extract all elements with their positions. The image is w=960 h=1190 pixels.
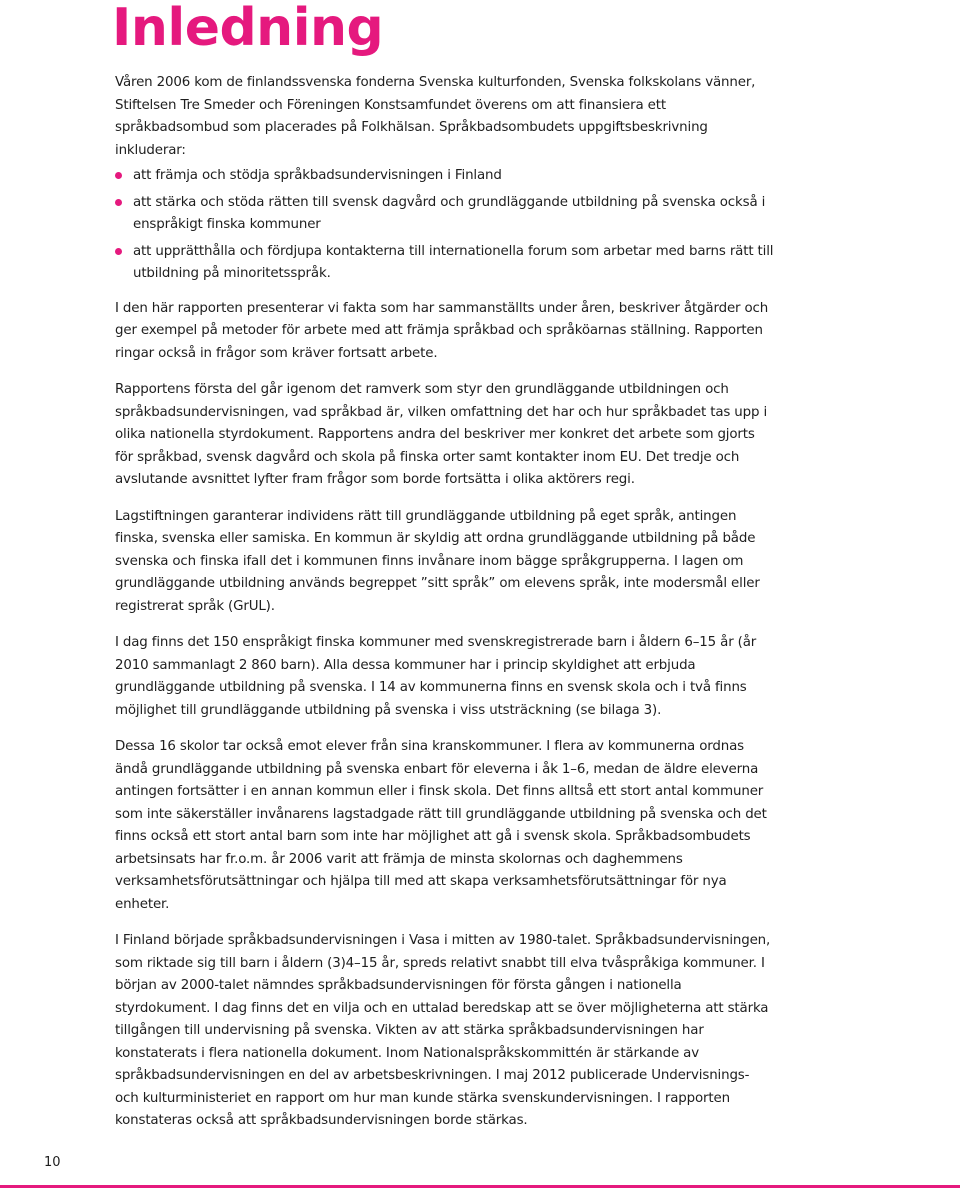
page-title: Inledning: [112, 0, 384, 58]
bullet-item: [115, 241, 775, 286]
paragraph: I Finland började språkbadsundervisningen i Vasa i mitten av 1980-talet. Språkbadsundervisningen, som riktade sig till barn i åldern (3)4–15 år, spreds relativt snabbt till elva tvåspråkiga kommuner. I början av 2000-talet nämndes språkbadsundervisningen för första gången i nationella styrdokument. I dag finns det en vilja och en uttalad beredskap att se över möjligheterna att stärka tillgången till undervisning på svenska. Vikten av att stärka språkbadsundervisningen har konstaterats i flera nationella dokument. Inom Nationalspråkskommittén är stärkande av språkbadsundervisningen en del av arbetsbeskrivningen. I maj 2012 publicerade Undervisnings- och kulturministeriet en rapport om hur man kunde stärka svenskundervisningen. I rapporten konstateras också att språkbadsundervisningen borde stärkas.: [115, 933, 771, 1128]
bullet-list: [115, 165, 775, 286]
bullet-text: att upprätthålla och fördjupa kontakterna till internationella forum som arbetar med barns rätt till utbildning på minoritetsspråk.: [133, 243, 774, 281]
footer-rule: [0, 1185, 960, 1188]
paragraph: Rapportens första del går igenom det ramverk som styr den grundläggande utbildningen och språkbadsundervisningen, vad språkbad är, vilken omfattning det har och hur språkbadet tas upp i olika nationella styrdokument. Rapportens andra del beskriver mer konkret det arbete som gjorts för språkbad, svensk dagvård och skola på finska orter samt kontakter inom EU. Det tredje och avslutande avsnittet lyfter fram frågor som borde fortsätta i olika aktörers regi.: [115, 382, 768, 487]
paragraph: Dessa 16 skolor tar också emot elever från sina kranskommuner. I flera av kommunerna ordnas ändå grundläggande utbildning på svenska enbart för eleverna i åk 1–6, medan de äldre eleverna antingen fortsätter i en annan kommun eller i finsk skola. Det finns alltså ett stort antal kommuner som inte säkerställer invånarens lagstadgade rätt till grundläggande utbildning på svenska och det finns också ett stort antal barn som inte har möjlighet att gå i svensk skola. Språkbadsombudets arbetsinsats har fr.o.m. år 2006 varit att främja de minsta skolornas och daghemmens verksamhetsförutsättningar och hjälpa till med att skapa verksamhetsförutsättningar för nya enheter.: [115, 739, 767, 912]
bullet-dot-icon: [115, 199, 122, 206]
bullet-item: [115, 192, 775, 237]
paragraph: Lagstiftningen garanterar individens rätt till grundläggande utbildning på eget språk, antingen finska, svenska eller samiska. En kommun är skyldig att ordna grundläggande utbildning på både svenska och finska ifall det i kommunen finns invånare inom bägge språkgrupperna. I lagen om grundläggande utbildning används begreppet ”sitt språk” om elevens språk, inte modersmål eller registrerat språk (GrUL).: [115, 508, 760, 614]
bullet-text: att främja och stödja språkbadsundervisningen i Finland: [133, 168, 502, 183]
bullet-text: att stärka och stöda rätten till svensk dagvård och grundläggande utbildning på svenska också i enspråkigt finska kommuner: [133, 194, 766, 232]
body-text: [115, 72, 775, 1147]
page-number: 10: [44, 1155, 61, 1170]
bullet-item: [115, 165, 775, 188]
bullet-dot-icon: [115, 172, 122, 179]
paragraph: I den här rapporten presenterar vi fakta som har sammanställts under åren, beskriver åtgärder och ger exempel på metoder för arbete med att främja språkbad och språköarnas ställning. Rapporten ringar också in frågor som kräver fortsatt arbete.: [115, 300, 769, 361]
intro-paragraph: Våren 2006 kom de finlandssvenska fonderna Svenska kulturfonden, Svenska folkskolans vänner, Stiftelsen Tre Smeder och Föreningen Konstsamfundet överens om att finansiera ett språkbadsombud som placerades på Folkhälsan. Språkbadsombudets uppgiftsbeskrivning inkluderar:: [115, 75, 756, 158]
paragraph: I dag finns det 150 enspråkigt finska kommuner med svenskregistrerade barn i åldern 6–15 år (år 2010 sammanlagt 2 860 barn). Alla dessa kommuner har i princip skyldighet att erbjuda grundläggande utbildning på svenska. I 14 av kommunerna finns en svensk skola och i två finns möjlighet till grundläggande utbildning på svenska i viss utsträckning (se bilaga 3).: [115, 635, 757, 718]
bullet-dot-icon: [115, 248, 122, 255]
